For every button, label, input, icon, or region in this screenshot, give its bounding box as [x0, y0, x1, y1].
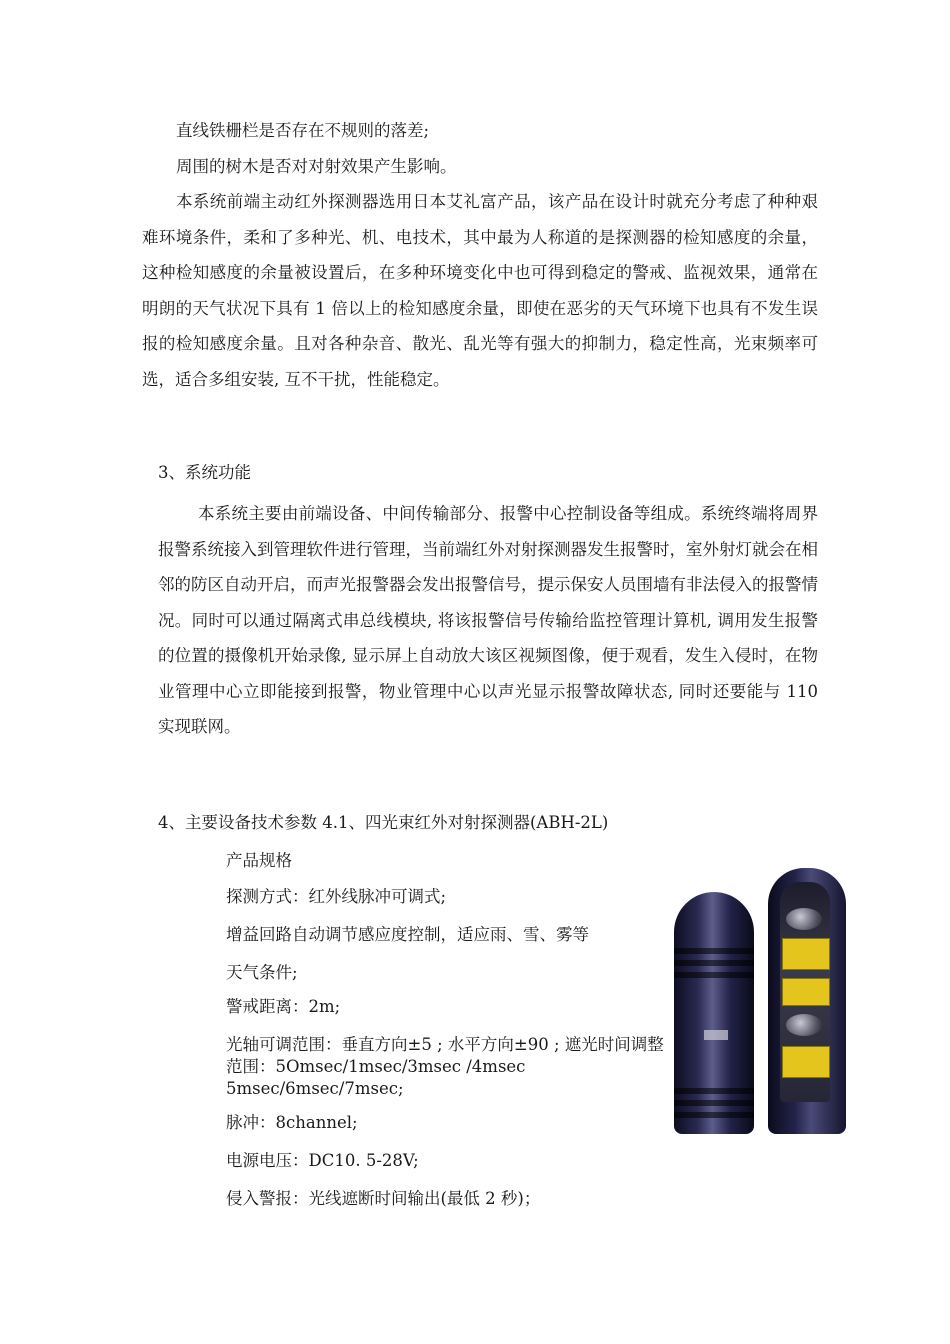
spec-intrusion-alarm: 侵入警报：光线遮断时间输出(最低 2 秒)；: [226, 1189, 541, 1208]
spec-optical-axis: 光轴可调范围：垂直方向±5 ; 水平方向±90 ; 遮光时间调整范围：5Omsec/1msec/3msec /4msec 5msec/6msec/7msec;: [226, 1035, 664, 1098]
detector-unit-closed: [674, 892, 754, 1134]
spec-title: 产品规格: [226, 851, 292, 870]
spec-detection-method: 探测方式：红外线脉冲可调式;: [226, 887, 447, 906]
spec-gain-control: 增益回路自动调节感应度控制，适应雨、雪、雾等: [226, 925, 589, 944]
spec-pulse: 脉冲：8channel;: [226, 1113, 358, 1132]
detector-unit-open: [768, 868, 846, 1134]
infrared-beam-detector-photo: [668, 868, 848, 1138]
intro-line-2: 周围的树木是否对对射效果产生影响。: [176, 157, 457, 176]
section-3-heading: 3、系统功能: [158, 463, 251, 482]
section-4-heading: 4、主要设备技术参数 4.1、四光束红外对射探测器(ABH-2L): [158, 813, 609, 832]
spec-power: 电源电压：DC10. 5-28V;: [226, 1151, 419, 1170]
spec-weather: 天气条件;: [226, 963, 298, 982]
spec-range: 警戒距离：2m;: [226, 997, 341, 1016]
intro-line-1: 直线铁栅栏是否存在不规则的落差;: [176, 121, 430, 140]
section-3-body: 本系统主要由前端设备、中间传输部分、报警中心控制设备等组成。系统终端将周界报警系统接入到管理软件进行管理，当前端红外对射探测器发生报警时，室外射灯就会在相邻的防区自动开启，而声光报警器会发出报警信号，提示保安人员围墙有非法侵入的报警情况。同时可以通过隔离式串总线模块, 将该报警信号传输给监控管理计算机, 调用发生报警的位置的摄像机开始录像, 显示屏上自动放大该区视频图像，便于观看，发生入侵时，在物业管理中心立即能接到报警，物业管理中心以声光显示报警故障状态, 同时还要能与 110 实现联网。: [158, 504, 818, 736]
paragraph-detector-description: 本系统前端主动红外探测器选用日本艾礼富产品，该产品在设计时就充分考虑了种种艰难环境条件，柔和了多种光、机、电技术，其中最为人称道的是探测器的检知感度的余量，这种检知感度的余量被设置后，在多种环境变化中也可得到稳定的警戒、监视效果，通常在明朗的天气状况下具有 1 倍以上的检知感度余量，即使在恶劣的天气环境下也具有不发生误报的检知感度余量。且对各种杂音、散光、乱光等有强大的抑制力，稳定性高，光束频率可选，适合多组安装, 互不干扰，性能稳定。: [142, 192, 818, 389]
